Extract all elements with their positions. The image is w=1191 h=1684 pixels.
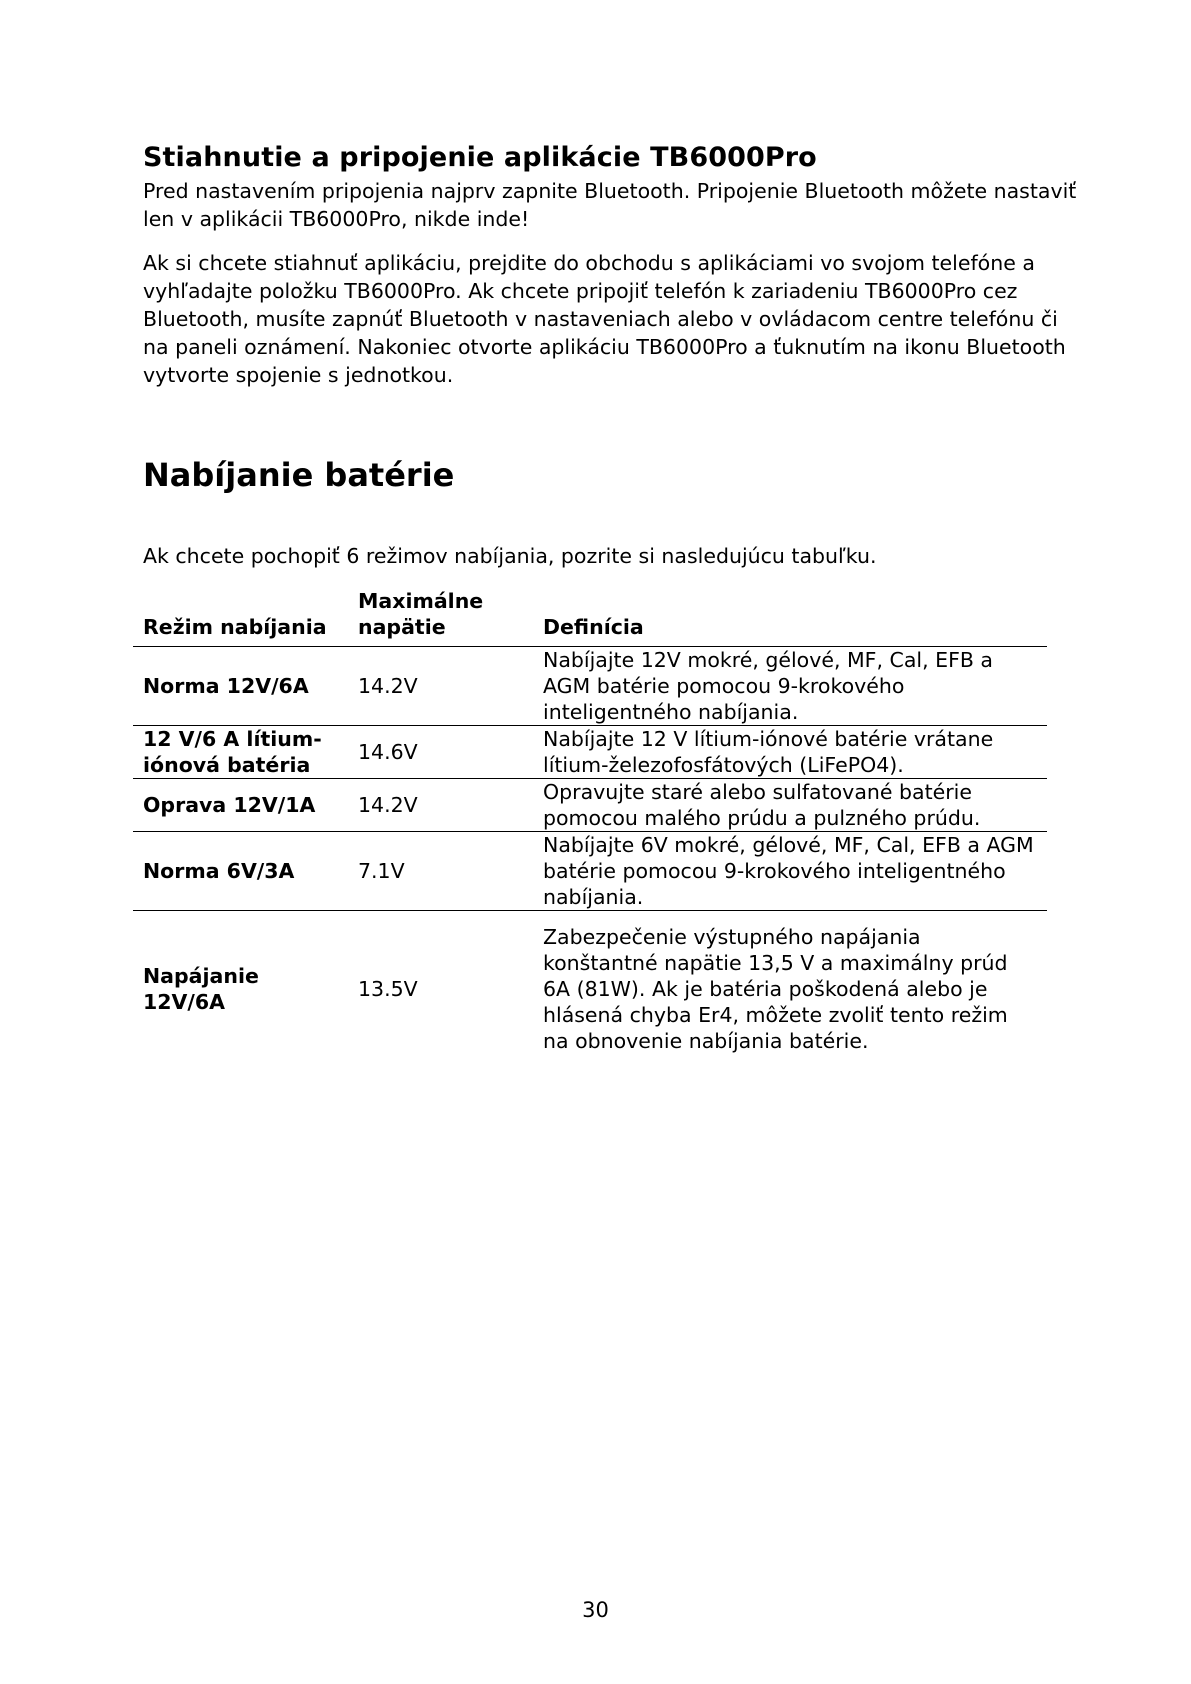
mode-cell: Norma 12V/6A xyxy=(133,647,348,726)
section-heading-charging: Nabíjanie batérie xyxy=(143,456,455,494)
table-row xyxy=(133,647,1047,726)
definition-cell: Nabíjajte 6V mokré, gélové, MF, Cal, EFB a AGM batérie pomocou 9-krokového inteligentného nabíjania. xyxy=(533,832,1047,911)
voltage-cell: 14.2V xyxy=(348,779,533,832)
table-row xyxy=(133,832,1047,911)
voltage-cell: 14.2V xyxy=(348,647,533,726)
table-row xyxy=(133,726,1047,779)
definition-cell: Zabezpečenie výstupného napájania konštantné napätie 13,5 V a maximálny prúd 6A (81W). Ak je batéria poškodená alebo je hlásená chyba Er4, môžete zvoliť tento režim na obnovenie nabíjania batérie. xyxy=(543,924,1008,1053)
table-row xyxy=(133,911,1047,1067)
voltage-cell: 14.6V xyxy=(348,726,533,779)
page-number: 30 xyxy=(582,1598,609,1622)
header-voltage: Maximálne napätie xyxy=(348,582,533,647)
table-header-row xyxy=(133,582,1047,647)
mode-cell: Oprava 12V/1A xyxy=(133,779,348,832)
header-definition: Definícia xyxy=(533,582,1047,647)
charging-modes-table xyxy=(133,582,1047,1067)
voltage-cell: 7.1V xyxy=(348,832,533,911)
mode-cell: Napájanie 12V/6A xyxy=(143,963,259,1014)
header-mode: Režim nabíjania xyxy=(133,582,348,647)
voltage-cell: 13.5V xyxy=(358,976,418,1001)
section-heading-app: Stiahnutie a pripojenie aplikácie TB6000Pro xyxy=(143,142,817,173)
mode-cell: Norma 6V/3A xyxy=(133,832,348,911)
mode-cell: 12 V/6 A lítium-iónová batéria xyxy=(133,726,348,779)
table-row xyxy=(133,779,1047,832)
app-paragraph-2: Ak si chcete stiahnuť aplikáciu, prejdite do obchodu s aplikáciami vo svojom telefóne a vyhľadajte položku TB6000Pro. Ak chcete pripojiť telefón k zariadeniu TB6000Pro cez Bluetooth, musíte zapnúť Bluetooth v nastaveniach alebo v ovládacom centre telefónu či na paneli oznámení. Nakoniec otvorte aplikáciu TB6000Pro a ťuknutím na ikonu Bluetooth vytvorte spojenie s jednotkou. xyxy=(143,251,1066,387)
app-paragraph-1: Pred nastavením pripojenia najprv zapnite Bluetooth. Pripojenie Bluetooth môžete nastaviť len v aplikácii TB6000Pro, nikde inde! xyxy=(143,179,1077,231)
definition-cell: Nabíjajte 12V mokré, gélové, MF, Cal, EFB a AGM batérie pomocou 9-krokového inteligentného nabíjania. xyxy=(533,647,1047,726)
definition-cell: Opravujte staré alebo sulfatované batérie pomocou malého prúdu a pulzného prúdu. xyxy=(533,779,1047,832)
definition-cell: Nabíjajte 12 V lítium-iónové batérie vrátane lítium-železofosfátových (LiFePO4). xyxy=(533,726,1047,779)
charging-intro: Ak chcete pochopiť 6 režimov nabíjania, pozrite si nasledujúcu tabuľku. xyxy=(143,544,877,568)
